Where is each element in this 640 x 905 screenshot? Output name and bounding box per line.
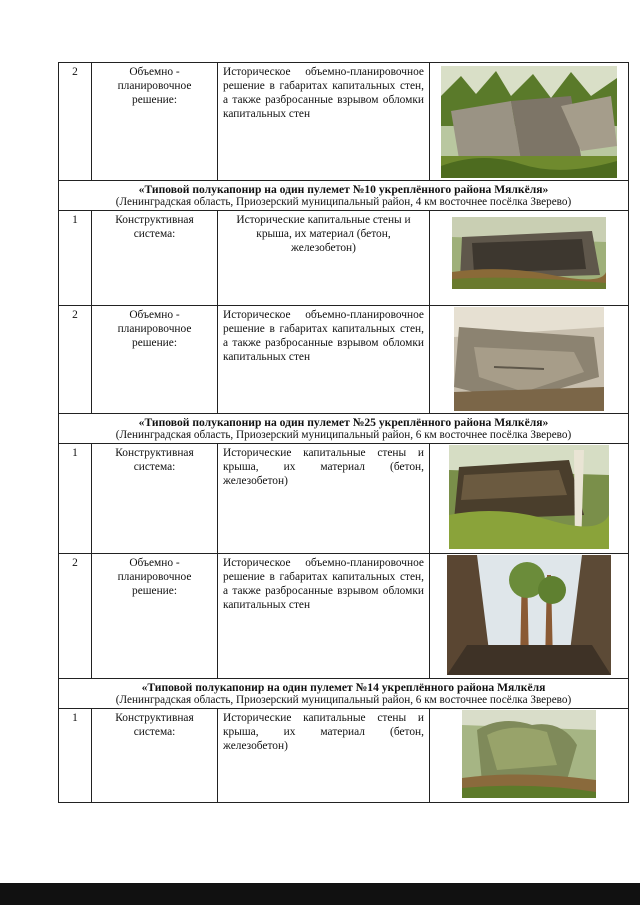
section-subtitle: (Ленинградская область, Приозерский муниципальный район, 6 км восточнее посёлка Зверево): [115, 429, 572, 441]
mossy-bunker-photo: [449, 445, 609, 549]
description-cell: Исторические капитальные стены и крыша, их материал (бетон, железобетон): [218, 444, 430, 554]
section-header: [59, 679, 629, 709]
monument-table: [58, 62, 629, 803]
criterion-cell: Конструктивная система:: [92, 444, 218, 554]
section-header: [59, 414, 629, 444]
description-cell: Историческое объемно-планировочное решение в габаритах капитальных стен, а также разбросанные взрывом обломки капитальных стен: [218, 306, 430, 414]
description-cell: Исторические капитальные стены и крыша, их материал (бетон, железобетон): [218, 211, 430, 306]
photo-cell: [430, 63, 629, 181]
scan-bottom-edge: [0, 883, 640, 905]
ruins-photo-image: [441, 66, 617, 178]
section-title: «Типовой полукапонир на один пулемет №25 укреплённого района Мялкёля»: [138, 416, 549, 429]
pine-crater-photo: [447, 555, 611, 675]
description-cell: Историческое объемно-планировочное решение в габаритах капитальных стен, а также разбросанные взрывом обломки капитальных стен: [218, 63, 430, 181]
table-row: [59, 444, 629, 554]
photo-cell: [430, 709, 629, 803]
photo-cell: [430, 211, 629, 306]
section-subtitle: (Ленинградская область, Приозерский муниципальный район, 4 км восточнее посёлка Зверево): [115, 196, 572, 208]
photo-cell: [430, 306, 629, 414]
table-row: [59, 554, 629, 679]
description-cell: Историческое объемно-планировочное решение в габаритах капитальных стен, а также разбросанные взрывом обломки капитальных стен: [218, 554, 430, 679]
section-title: «Типовой полукапонир на один пулемет №14 укреплённого района Мялкёля: [141, 681, 546, 694]
row-number: 2: [59, 306, 92, 414]
table-row: [59, 211, 629, 306]
criterion-cell: Конструктивная система:: [92, 211, 218, 306]
table-row: [59, 709, 629, 803]
boulder-photo: [462, 710, 596, 798]
row-number: 1: [59, 211, 92, 306]
ruins-photo: [441, 66, 617, 178]
document-page: [58, 62, 606, 803]
pine-crater-photo-image: [447, 555, 611, 675]
criterion-cell: Объемно - планировочное решение:: [92, 554, 218, 679]
criterion-cell: Объемно - планировочное решение:: [92, 63, 218, 181]
section-title: «Типовой полукапонир на один пулемет №10 укреплённого района Мялкёля»: [138, 183, 549, 196]
slab-photo: [454, 307, 604, 411]
photo-cell: [430, 444, 629, 554]
boulder-photo-image: [462, 710, 596, 798]
section-subtitle: (Ленинградская область, Приозерский муниципальный район, 6 км восточнее посёлка Зверево): [115, 694, 572, 706]
slab-photo-image: [454, 307, 604, 411]
bunker-photo-image: [452, 217, 606, 289]
row-number: 2: [59, 554, 92, 679]
criterion-cell: Конструктивная система:: [92, 709, 218, 803]
criterion-cell: Объемно - планировочное решение:: [92, 306, 218, 414]
bunker-photo: [452, 217, 606, 289]
row-number: 2: [59, 63, 92, 181]
table-row: [59, 63, 629, 181]
description-cell: Исторические капитальные стены и крыша, их материал (бетон, железобетон): [218, 709, 430, 803]
section-header: [59, 181, 629, 211]
row-number: 1: [59, 444, 92, 554]
mossy-bunker-photo-image: [449, 445, 609, 549]
photo-cell: [430, 554, 629, 679]
table-row: [59, 306, 629, 414]
row-number: 1: [59, 709, 92, 803]
